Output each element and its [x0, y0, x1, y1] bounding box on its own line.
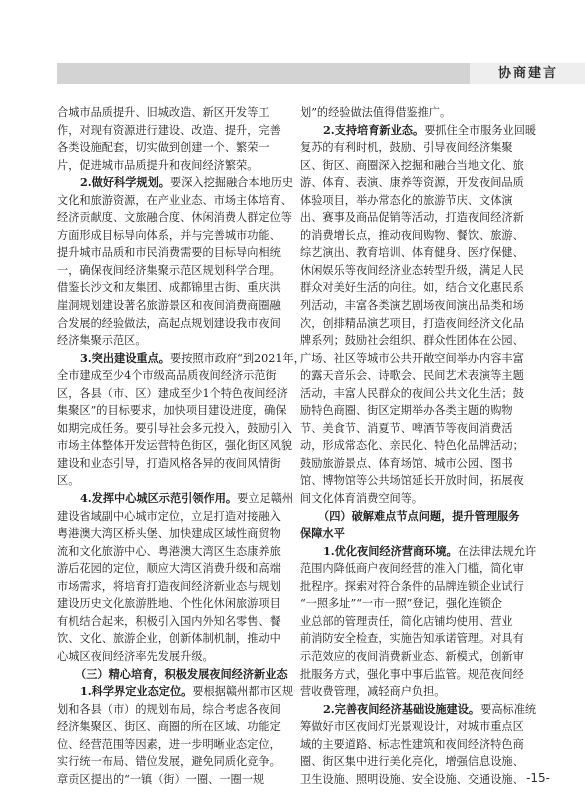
line-text: 文化和旅游资源，在产业业态、市场主体培育、 — [57, 193, 292, 207]
line-text: 市场主体整体开发运营特色街区，强化街区风貌 — [57, 439, 292, 453]
text-line — [57, 402, 304, 420]
line-text: 列活动，丰富各类演艺剧场夜间演出品类和场 — [300, 299, 524, 313]
text-line — [57, 262, 304, 280]
text-line — [300, 666, 547, 684]
line-text: 崖洞规划建设著名旅游景区和夜间消费商圈融 — [57, 299, 281, 313]
text-line — [300, 350, 547, 368]
line-text: 示范效应的夜间消费新业态、新模式，创新审 — [300, 649, 524, 663]
text-line — [300, 472, 547, 490]
line-text: 片，促进城市品质提升和夜间经济繁荣。 — [57, 158, 259, 172]
line-text: 市场需求，将培育打造夜间经济新业态与规划 — [57, 579, 281, 593]
text-line — [57, 455, 304, 473]
page-number: -15- — [526, 771, 550, 785]
line-text: 集聚区”的目标要求，加快项目建设进度，确保 — [57, 404, 287, 418]
section-heading — [57, 666, 304, 684]
line-text: 卫生设施、照明设施、安全设施、交通设施、 — [300, 772, 524, 786]
line-text: 批服务方式，强化事中事后监管。规范夜间经 — [300, 667, 524, 681]
text-line — [57, 595, 304, 613]
text-line — [300, 244, 547, 262]
line-text: 节、美食节、消夏节、啤酒节等夜间消费活 — [300, 421, 513, 435]
line-text: 次，创排精品演艺项目，打造夜间经济文化品 — [300, 316, 524, 330]
line-text: 粤港澳大湾区桥头堡、加快建成区域性商贸物 — [57, 527, 281, 541]
line-text: 筹做好市区夜间灯光景观设计，对城市重点区 — [300, 720, 524, 734]
text-line — [57, 578, 304, 596]
line-text: 一，确保夜间经济集聚示范区规划科学合理。 — [57, 263, 281, 277]
text-line — [300, 595, 547, 613]
text-line — [300, 104, 547, 122]
line-text: 全市建成至少4个市级高品质夜间经济示范街 — [57, 369, 277, 383]
text-line — [300, 560, 547, 578]
line-text: 的消费增长点，推动夜间购物、餐饮、旅游、 — [300, 228, 524, 242]
text-line — [57, 244, 304, 262]
line-text: 合城市品质提升、旧城改造、新区开发等工 — [57, 106, 270, 119]
line-text: 活动，丰富人民群众的夜间公共文化生活；鼓 — [300, 386, 524, 400]
text-line — [57, 315, 304, 333]
line-text: 的露天音乐会、诗歌会、民间艺术表演等主题 — [300, 369, 524, 383]
line-text: 馆、博物馆等公共场馆延长开放时间，拓展夜 — [300, 474, 524, 488]
text-line — [57, 543, 304, 561]
line-text: 区。 — [57, 474, 80, 488]
line-text: 范围内降低商户夜间经营的准入门槛，简化审 — [300, 562, 524, 576]
line-text: 要高标准统 — [480, 702, 537, 716]
section-heading — [300, 508, 547, 526]
line-text: 要深入挖掘融合本地历史 — [170, 176, 294, 190]
line-text: 章贡区提出的“一镇（街）一圈、一圈一规 — [57, 772, 265, 786]
subheading: 2.完善夜间经济基础设施建设。 — [323, 701, 481, 716]
text-line — [57, 297, 304, 315]
line-text: 作，对现有资源进行建设、改造、提升，完善 — [57, 123, 281, 137]
line-text: 建设和业态引导，打造风格各异的夜间风情街 — [57, 456, 281, 470]
line-text: 划和各县（市）的规划布局，综合考虑各夜间 — [57, 702, 281, 716]
paragraph-start-line — [57, 683, 304, 701]
section-heading-continued — [300, 525, 547, 543]
text-line — [57, 279, 304, 297]
line-text: “一照多址”“一市一照”登记，强化连锁企 — [300, 597, 502, 611]
line-text: 流和文化旅游中心、粤港澳大湾区生态康养旅 — [57, 544, 281, 558]
line-text: 合发展的经验做法，高起点规划建设我市夜间 — [57, 316, 281, 330]
text-line — [57, 139, 304, 157]
text-line — [57, 227, 304, 245]
text-line — [57, 525, 304, 543]
text-line — [57, 192, 304, 210]
line-text: 饮、文化、旅游企业，创新体制机制，推动中 — [57, 632, 281, 646]
line-text: 经济贡献度、文旅融合度、休闲消费人群定位等 — [57, 211, 292, 225]
text-line — [300, 683, 547, 701]
line-text: 区、街区、商圈深入挖掘和融合当地文化、旅 — [300, 158, 524, 172]
text-line — [300, 157, 547, 175]
line-text: （四）破解难点节点问题，提升管理服务 — [318, 508, 520, 523]
line-text: 保障水平 — [300, 526, 345, 541]
text-line — [300, 262, 547, 280]
line-text: 批程序。探索对符合条件的品牌连锁企业试行 — [300, 579, 524, 593]
left-column — [57, 104, 305, 786]
text-line — [300, 385, 547, 403]
text-line — [300, 630, 547, 648]
line-text: 复苏的有利时机，鼓励、引导夜间经济集聚 — [300, 141, 513, 155]
subheading: 3.突出建设重点。 — [80, 350, 170, 365]
line-text: 位、经营范围等因素，进一步明晰业态定位， — [57, 737, 281, 751]
text-line — [57, 472, 304, 490]
subheading: 4.发挥中心城区示范引领作用。 — [80, 491, 238, 506]
line-text: 前消防安全检查，实施告知承诺管理。对具有 — [300, 632, 524, 646]
line-text: 经济集聚区、街区、商圈的所在区域、功能定 — [57, 720, 281, 734]
text-line — [57, 718, 304, 736]
line-text: 鼓励旅游景点、体育场馆、城市公园、图书 — [300, 456, 513, 470]
text-line — [300, 279, 547, 297]
line-text: 游后花园的定位，顺应大湾区消费升级和高端 — [57, 562, 281, 576]
paragraph-start-line — [300, 543, 547, 561]
line-text: 休闲娱乐等夜间经济业态转型升级，满足人民 — [300, 263, 524, 277]
subheading: 1.科学界定业态定位。 — [80, 684, 193, 699]
paragraph-start-line — [57, 350, 304, 368]
line-text: 圈、街区集中进行美化亮化，增强信息设施、 — [300, 755, 524, 769]
line-text: 心城区夜间经济率先发展升级。 — [57, 649, 214, 663]
text-line — [300, 139, 547, 157]
line-text: 出、赛事及商品促销等活动，打造夜间经济新 — [300, 211, 524, 225]
text-line — [57, 122, 304, 140]
text-line — [300, 297, 547, 315]
text-line — [300, 613, 547, 631]
paragraph-start-line — [57, 174, 304, 192]
line-text: 各类设施配套，切实做到创建一个、繁荣一 — [57, 141, 270, 155]
line-text: 要按照市政府“到2021年， — [170, 351, 305, 365]
text-line — [57, 508, 304, 526]
line-text: 实行统一布局、错位发展，避免同质化竞争。 — [57, 755, 281, 769]
line-text: 业总部的管理责任，简化店铺均使用、营业 — [300, 614, 513, 628]
text-line — [57, 648, 304, 666]
line-text: 动，形成常态化、亲民化、特色化品牌活动； — [300, 439, 524, 453]
subheading: 2.支持培育新业态。 — [323, 122, 425, 137]
line-text: 游、体育、表演、康养等资源，开发夜间品质 — [300, 176, 524, 190]
line-text: 要根据赣州都市区规 — [192, 685, 294, 699]
line-text: 综艺演出、教育培训、体育健身、医疗保健、 — [300, 246, 524, 260]
text-line — [300, 192, 547, 210]
line-text: 区，各县（市、区）建成至少1个特色夜间经济 — [57, 386, 288, 400]
text-line — [57, 104, 304, 122]
text-line — [57, 736, 304, 754]
text-line — [300, 332, 547, 350]
line-text: 间文化体育消费空间等。 — [300, 492, 424, 506]
text-line — [57, 332, 304, 350]
subheading: 2.做好科学规划。 — [80, 175, 170, 190]
text-line — [300, 227, 547, 245]
line-text: （三）精心培育，积极发展夜间经济新业态 — [75, 666, 288, 681]
line-text: 群众对美好生活的向往。如，结合文化惠民系 — [300, 281, 524, 295]
text-line — [57, 560, 304, 578]
line-text: 如期完成任务。要引导社会多元投入，鼓励引入 — [57, 421, 292, 435]
paragraph-start-line — [300, 701, 547, 719]
section-label: 协商建言 — [497, 66, 558, 81]
text-line — [57, 630, 304, 648]
text-line — [300, 174, 547, 192]
line-text: 方面形成目标导向体系，并与完善城市功能、 — [57, 228, 281, 242]
text-line — [300, 490, 547, 508]
line-text: 体验项目，举办常态化的旅游节庆、文体演 — [300, 193, 513, 207]
line-text: 借鉴长沙文和友集团、成都锦里古街、重庆洪 — [57, 281, 281, 295]
line-text: 有机结合起来，积极引入国内外知名零售、餐 — [57, 614, 281, 628]
text-line — [300, 315, 547, 333]
line-text: 要抓住全市服务业回暖 — [424, 123, 537, 137]
text-line — [300, 437, 547, 455]
line-text: 建设省域副中心城市定位，立足打造对接融入 — [57, 509, 281, 523]
text-line — [57, 157, 304, 175]
text-line — [300, 209, 547, 227]
paragraph-start-line — [57, 490, 304, 508]
line-text: 经济集聚示范区。 — [57, 334, 147, 348]
subheading: 1.优化夜间经济营商环境。 — [323, 543, 458, 558]
text-line — [300, 455, 547, 473]
text-line — [300, 648, 547, 666]
text-line — [300, 402, 547, 420]
line-text: 营收费管理，减轻商户负担。 — [300, 685, 446, 699]
text-line — [57, 753, 304, 771]
line-text: 广场、社区等城市公共开敞空间举办内容丰富 — [300, 351, 524, 365]
line-text: 励特色商圈、街区定期举办各类主题的购物 — [300, 404, 513, 418]
line-text: 提升城市品质和市民消费需要的目标导向相统 — [57, 246, 281, 260]
text-line — [57, 385, 304, 403]
line-text: 在法律法规允许 — [457, 544, 537, 558]
line-text: 要立足赣州 — [237, 492, 294, 506]
line-text: 牌系列；鼓励社会组织、群众性团体在公园、 — [300, 334, 524, 348]
text-line — [57, 701, 304, 719]
line-text: 建设历史文化旅游胜地、个性化休闲旅游项目 — [57, 597, 281, 611]
text-line — [300, 736, 547, 754]
line-text: 域的主要道路、标志性建筑和夜间经济特色商 — [300, 737, 524, 751]
line-text: 划”的经验做法值得借鉴推广。 — [300, 106, 452, 119]
text-line — [57, 209, 304, 227]
paragraph-start-line — [300, 122, 547, 140]
text-line — [57, 420, 304, 438]
text-line — [300, 367, 547, 385]
text-line — [57, 367, 304, 385]
text-line — [57, 771, 304, 789]
text-line — [300, 578, 547, 596]
text-line — [57, 613, 304, 631]
text-line — [300, 420, 547, 438]
text-line — [57, 437, 304, 455]
text-line — [300, 718, 547, 736]
